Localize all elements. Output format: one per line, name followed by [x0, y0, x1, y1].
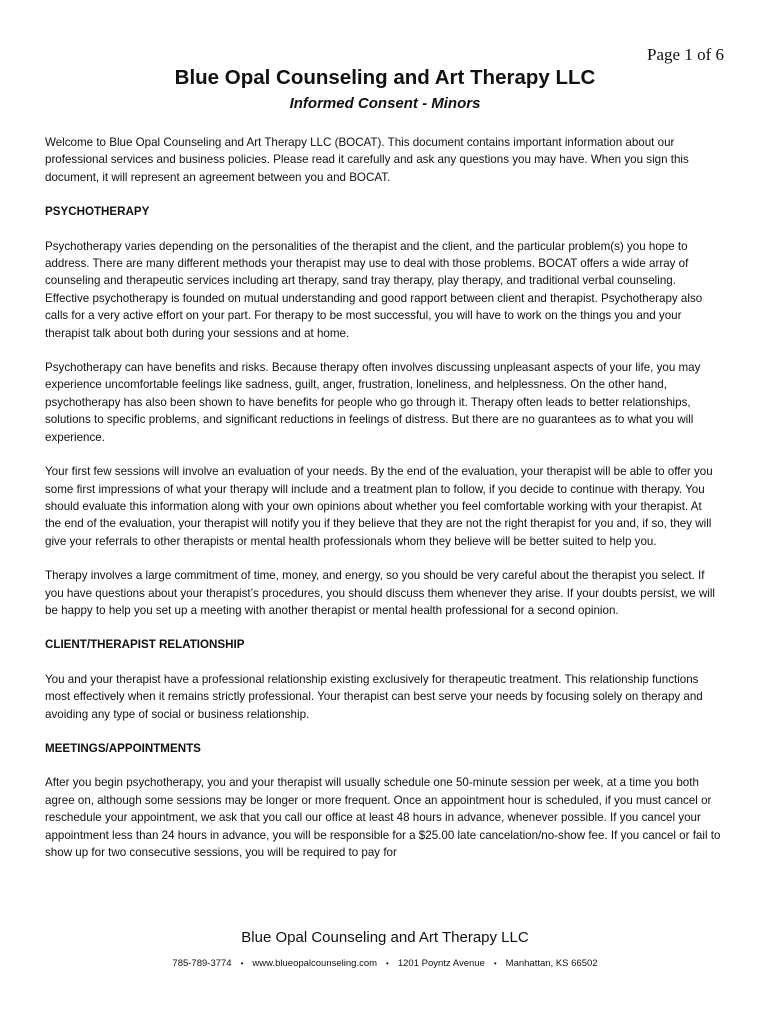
paragraph: Therapy involves a large commitment of time, money, and energy, so you should be very careful about the therapist you select. If you have questions about your therapist’s procedures, you should discuss them whenever they arise. If your doubts persist, we will be happy to help you set up a meeting with another therapist or mental health professional for a second opinion. — [45, 569, 716, 617]
page-number: Page 1 of 6 — [647, 45, 724, 64]
paragraph: Your first few sessions will involve an evaluation of your needs. By the end of the evaluation, your therapist will be able to offer you some first impressions of what your therapy will include and a treatment plan to follow, if you decide to continue with therapy. You should evaluate this information along with your own opinions about whether you feel comfortable working with your therapist. At the end of the evaluation, your therapist will notify you if they believe that they are not the right therapist for you and, if so, they will give your referrals to other therapists or mental health professionals whom they believe will be better suited to help you. — [45, 465, 713, 548]
paragraph: Psychotherapy varies depending on the personalities of the therapist and the client, and the particular problem(s) you hope to address. There are many different methods your therapist may use to deal with those problems. BOCAT offers a wide array of counseling and therapeutic services including art therapy, sand tray therapy, play therapy, and traditional verbal counseling. Effective psychotherapy is founded on mutual understanding and good rapport between client and therapist. Psychotherapy also calls for a very active effort on your part. For therapy to be most successful, you will have to work on the things you and your therapist talk about both during your sessions and at home. — [45, 239, 703, 340]
footer-address: 1201 Poyntz Avenue — [397, 958, 485, 969]
document-title: Blue Opal Counseling and Art Therapy LLC — [174, 66, 596, 89]
document-subtitle: Informed Consent - Minors — [289, 95, 481, 112]
section-heading-relationship: CLIENT/THERAPIST RELATIONSHIP — [45, 638, 245, 652]
footer-phone: 785-789-3774 — [172, 958, 232, 969]
paragraph: Psychotherapy can have benefits and risks. Because therapy often involves discussing unpleasant aspects of your life, you may experience uncomfortable feelings like sadness, guilt, anger, frustration, loneliness, and helplessness. On the other hand, psychotherapy has also been shown to have benefits for people who go through it. Therapy often leads to better relationships, solutions to specific problems, and significant reductions in feelings of distress. But there are no guarantees as to what you will experience. — [45, 361, 701, 444]
footer-separator: • — [386, 959, 389, 968]
document-body — [45, 134, 721, 878]
footer-separator: • — [493, 959, 497, 968]
footer-separator: • — [240, 959, 244, 968]
paragraph: After you begin psychotherapy, you and your therapist will usually schedule one 50-minute session per week, at a time you both agree on, although some sessions may be longer or more frequent. Once an appointment hour is scheduled, if you must cancel or reschedule your appointment, we ask that you call our office at least 48 hours in advance, whenever possible. If you cancel your appointment less than 24 hours in advance, you will be responsible for a $25.00 late cancelation/no-show fee. If you cancel or fail to show up for two consecutive sessions, you will be required to pay for — [45, 776, 721, 859]
paragraph: You and your therapist have a professional relationship existing exclusively for therapeutic treatment. This relationship functions most effectively when it remains strictly professional. Your therapist can best serve your needs by focusing solely on therapy and avoiding any type of social or business relationship. — [45, 672, 703, 721]
footer-contact-line — [0, 958, 770, 969]
section-heading-meetings: MEETINGS/APPOINTMENTS — [45, 741, 201, 755]
section-heading-psychotherapy: PSYCHOTHERAPY — [45, 205, 150, 219]
footer-website: www.blueopalcounseling.com — [252, 958, 378, 969]
intro-paragraph: Welcome to Blue Opal Counseling and Art Therapy LLC (BOCAT). This document contains important information about our professional services and business policies. Please read it carefully and ask any questions you may have. When you sign this document, it will represent an agreement between you and BOCAT. — [45, 136, 689, 184]
footer-city: Manhattan, KS 66502 — [505, 958, 598, 969]
footer-company-name: Blue Opal Counseling and Art Therapy LLC — [241, 929, 529, 946]
